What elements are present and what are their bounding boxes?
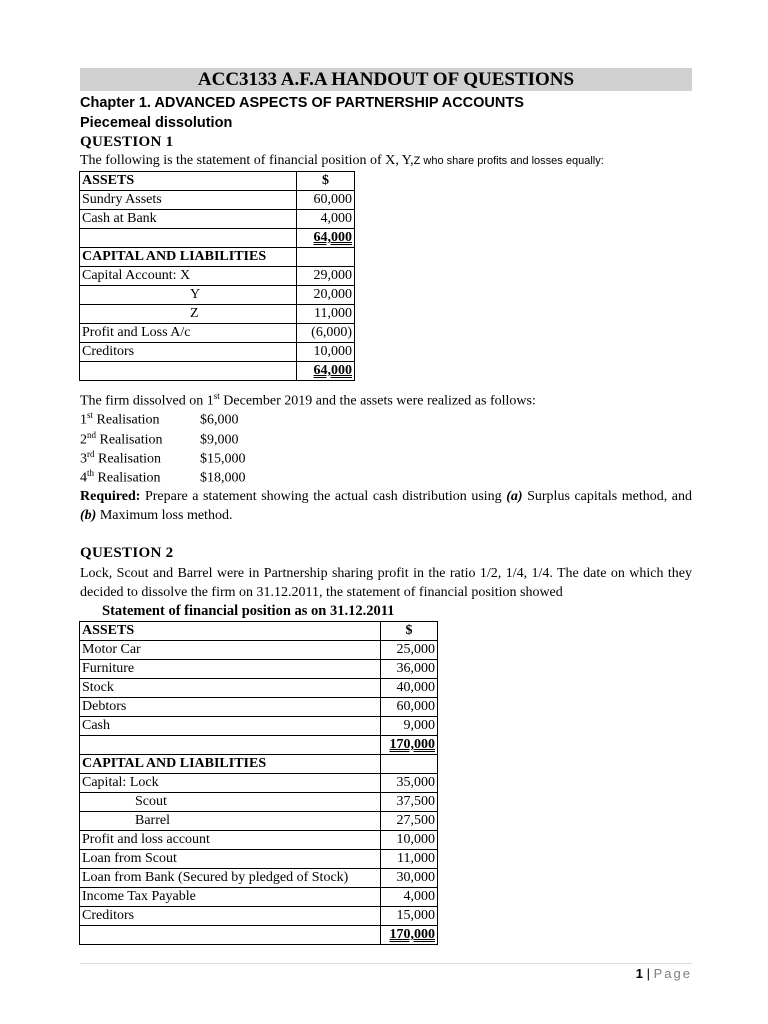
page-number: 1 — [635, 966, 643, 981]
q2-asset-label: Stock — [80, 679, 381, 698]
q1-capital-label: Profit and Loss A/c — [80, 324, 297, 343]
question-1-intro-main: The following is the statement of financial position of X, Y, — [80, 153, 414, 168]
q1-capital-total: 64,000 — [297, 362, 355, 381]
q1-realisation-row: 4th Realisation $18,000 — [80, 468, 246, 486]
q1-capital-label: Creditors — [80, 343, 297, 362]
page-footer — [636, 966, 692, 981]
q2-currency-header: $ — [381, 622, 438, 641]
q2-capital-value: 37,500 — [381, 793, 438, 812]
q2-assets-header: ASSETS — [80, 622, 381, 641]
q2-asset-label: Furniture — [80, 660, 381, 679]
table-row — [80, 267, 355, 286]
q1-financial-table — [79, 171, 355, 381]
table-row — [80, 793, 438, 812]
table-row — [80, 172, 355, 191]
question-1-intro-small: Z who share profits and losses equally: — [413, 155, 604, 167]
q1-realisation-row: 1st Realisation $6,000 — [80, 410, 239, 428]
table-row — [80, 362, 355, 381]
question-2-heading: QUESTION 2 — [80, 545, 174, 561]
q1-asset-label: Cash at Bank — [80, 210, 297, 229]
table-row — [80, 191, 355, 210]
footer-divider — [80, 963, 692, 964]
table-row — [80, 831, 438, 850]
table-row — [80, 698, 438, 717]
q2-financial-table — [79, 621, 438, 945]
q1-capital-value: (6,000) — [297, 324, 355, 343]
question-1-heading: QUESTION 1 — [80, 134, 174, 150]
q1-asset-label: Sundry Assets — [80, 191, 297, 210]
table-row — [80, 286, 355, 305]
table-row — [80, 622, 438, 641]
footer-separator: | — [646, 966, 650, 981]
q1-assets-header: ASSETS — [80, 172, 297, 191]
q2-capital-label: Scout — [80, 793, 381, 812]
q1-capital-value: 10,000 — [297, 343, 355, 362]
table-row — [80, 736, 438, 755]
q1-currency-header: $ — [297, 172, 355, 191]
q1-capital-label: Y — [80, 286, 297, 305]
q1-realisation-row: 2nd Realisation $9,000 — [80, 430, 239, 448]
q2-capital-label: Income Tax Payable — [80, 888, 381, 907]
q1-asset-value: 60,000 — [297, 191, 355, 210]
q1-capital-header: CAPITAL AND LIABILITIES — [80, 248, 297, 267]
q2-capital-value: 10,000 — [381, 831, 438, 850]
table-row — [80, 641, 438, 660]
q2-asset-value: 36,000 — [381, 660, 438, 679]
q2-capital-header: CAPITAL AND LIABILITIES — [80, 755, 381, 774]
table-row — [80, 907, 438, 926]
q2-asset-label: Cash — [80, 717, 381, 736]
q2-capital-value: 35,000 — [381, 774, 438, 793]
q2-capital-label: Barrel — [80, 812, 381, 831]
chapter-heading: Chapter 1. ADVANCED ASPECTS OF PARTNERSHIP ACCOUNTS — [80, 95, 524, 111]
table-row — [80, 869, 438, 888]
table-row — [80, 305, 355, 324]
table-row — [80, 679, 438, 698]
table-row — [80, 248, 355, 267]
q1-required-text: Required: Prepare a statement showing the actual cash distribution using (a) Surplus capitals method, and (b) Maximum loss method. — [80, 489, 692, 523]
q2-asset-value: 25,000 — [381, 641, 438, 660]
question-1-intro — [80, 153, 604, 169]
q2-capital-label: Capital: Lock — [80, 774, 381, 793]
q2-capital-label: Profit and loss account — [80, 831, 381, 850]
q2-asset-label: Motor Car — [80, 641, 381, 660]
q1-capital-value: 20,000 — [297, 286, 355, 305]
q2-table-title: Statement of financial position as on 31.12.2011 — [102, 603, 395, 619]
q2-asset-value: 60,000 — [381, 698, 438, 717]
q2-asset-value: 40,000 — [381, 679, 438, 698]
question-2-intro: Lock, Scout and Barrel were in Partnership sharing profit in the ratio 1/2, 1/4, 1/4. The date on which they decided to dissolve the firm on 31.12.2011, the statement of financial position showed — [80, 566, 692, 600]
q1-capital-label: Z — [80, 305, 297, 324]
page-title: ACC3133 A.F.A HANDOUT OF QUESTIONS — [80, 68, 692, 91]
q1-capital-label: Capital Account: X — [80, 267, 297, 286]
table-row — [80, 774, 438, 793]
q1-assets-total: 64,000 — [297, 229, 355, 248]
table-row — [80, 888, 438, 907]
q2-capital-value: 27,500 — [381, 812, 438, 831]
q2-capital-value: 4,000 — [381, 888, 438, 907]
page-word: Page — [653, 966, 692, 981]
q1-capital-value: 11,000 — [297, 305, 355, 324]
table-row — [80, 926, 438, 945]
table-row — [80, 755, 438, 774]
q1-realisation-amount: $6,000 — [200, 412, 239, 428]
q1-capital-value: 29,000 — [297, 267, 355, 286]
q1-realisation-amount: $18,000 — [200, 470, 246, 486]
table-row — [80, 324, 355, 343]
q2-asset-label: Debtors — [80, 698, 381, 717]
q2-assets-total: 170,000 — [381, 736, 438, 755]
q1-realisation-amount: $9,000 — [200, 432, 239, 448]
table-row — [80, 229, 355, 248]
q2-capital-value: 11,000 — [381, 850, 438, 869]
table-row — [80, 850, 438, 869]
table-row — [80, 210, 355, 229]
q2-capital-total: 170,000 — [381, 926, 438, 945]
table-row — [80, 660, 438, 679]
q2-capital-value: 15,000 — [381, 907, 438, 926]
q2-asset-value: 9,000 — [381, 717, 438, 736]
table-row — [80, 717, 438, 736]
q2-capital-label: Creditors — [80, 907, 381, 926]
q2-capital-label: Loan from Scout — [80, 850, 381, 869]
topic-heading: Piecemeal dissolution — [80, 115, 233, 131]
table-row — [80, 812, 438, 831]
q1-dissolved-text: The firm dissolved on 1st December 2019 and the assets were realized as follows: — [80, 391, 536, 409]
q1-realisation-amount: $15,000 — [200, 451, 246, 467]
q2-capital-label: Loan from Bank (Secured by pledged of Stock) — [80, 869, 381, 888]
q2-capital-value: 30,000 — [381, 869, 438, 888]
table-row — [80, 343, 355, 362]
q1-realisation-row: 3rd Realisation $15,000 — [80, 449, 246, 467]
q1-asset-value: 4,000 — [297, 210, 355, 229]
